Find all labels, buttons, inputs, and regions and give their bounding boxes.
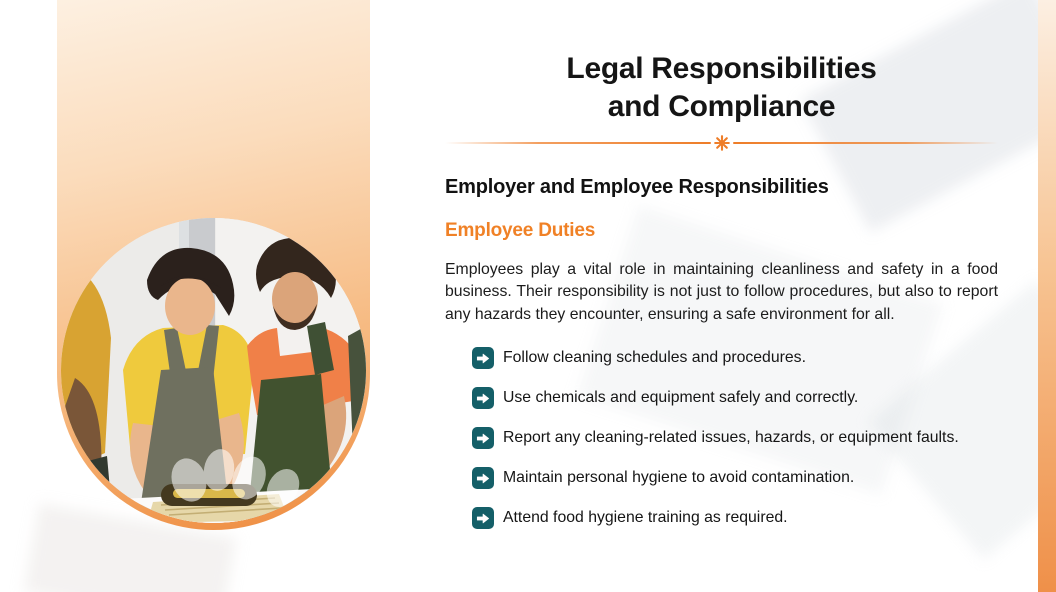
section-heading: Employer and Employee Responsibilities xyxy=(445,176,829,198)
right-accent-strip xyxy=(1038,0,1056,592)
list-item-label: Use chemicals and equipment safely and correctly. xyxy=(503,389,859,407)
slide-title xyxy=(445,50,998,126)
slide-content xyxy=(445,50,998,547)
list-item xyxy=(472,347,998,369)
divider-line-left xyxy=(445,142,711,145)
divider-line-right xyxy=(733,142,999,145)
subsection-heading: Employee Duties xyxy=(445,220,596,241)
arrow-right-icon xyxy=(472,347,494,369)
list-item-label: Follow cleaning schedules and procedures. xyxy=(503,349,806,367)
slide-title-line2: and Compliance xyxy=(607,90,836,123)
arrow-right-icon xyxy=(472,507,494,529)
arrow-right-icon xyxy=(472,467,494,489)
list-item-label: Maintain personal hygiene to avoid contamination. xyxy=(503,469,855,487)
list-item xyxy=(472,507,998,529)
title-divider xyxy=(445,135,998,151)
duties-list xyxy=(445,347,998,529)
body-paragraph: Employees play a vital role in maintaining cleanliness and safety in a food business. Their responsibility is not just to follow procedures, but also to report any hazards they encounter, ensuring a safe environment for all. xyxy=(445,261,998,323)
list-item xyxy=(472,467,998,489)
slide-title-line1: Legal Responsibilities xyxy=(566,52,877,85)
list-item xyxy=(472,427,998,449)
arrow-right-icon xyxy=(472,387,494,409)
team-photo-illustration xyxy=(61,218,366,523)
starburst-icon xyxy=(714,135,730,151)
list-item-label: Report any cleaning-related issues, hazards, or equipment faults. xyxy=(503,429,959,447)
arrow-right-icon xyxy=(472,427,494,449)
list-item xyxy=(472,387,998,409)
team-photo xyxy=(61,218,366,523)
list-item-label: Attend food hygiene training as required. xyxy=(503,509,788,527)
